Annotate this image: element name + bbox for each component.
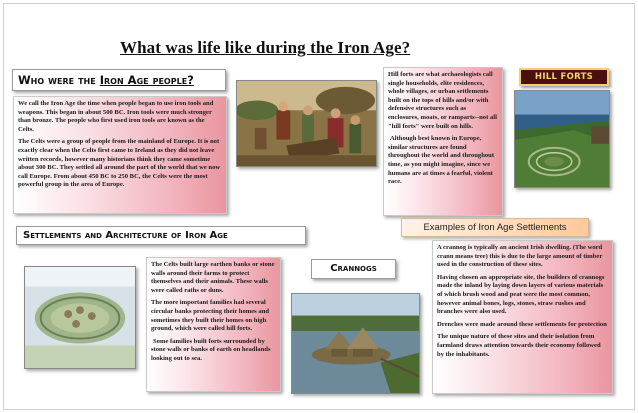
settlements-paragraph-1: The Celts built large earthen banks or stone walls around their farms to protect themselves and their animals. These walls were called raths or duns. bbox=[151, 261, 275, 294]
who-text-box bbox=[13, 96, 227, 214]
settlements-header: Settlements and Architecture of Iron Age bbox=[16, 226, 306, 245]
crannogs-paragraph-1: A crannog is typically an ancient Irish dwelling. (The word crann means tree) this is due to the large amount of timber used in the construction of these sites. bbox=[437, 244, 603, 269]
hillforts-paragraph-2: Although best known in Europe, similar structures are found throughout the world and throughout time, as you might imagine, since we humans are at times a fearful, violent race. bbox=[388, 135, 495, 186]
crannogs-paragraph-2: Having chosen an appropriate site, the builders of crannogs made the inland by laying down layers of various materials of which brush wood and peat were the most common, however animal bones, logs, stones, straw rushes and branches were also used. bbox=[437, 273, 605, 316]
page-title: What was life like during the Iron Age? bbox=[120, 38, 411, 57]
crannog-illustration bbox=[292, 294, 419, 393]
who-paragraph-2: The Celts were a group of people from the mainland of Europe. It is not exactly clear when the Celts first came to Ireland as they did not leave written records, however many historians think they came sometime about 300 BC. They settled all around the part of the world that we now call Europe. From about 450 BC to 250 BC, the Celts were the most powerful group in the area of Europe. bbox=[18, 138, 221, 189]
examples-label: Examples of Iron Age Settlements bbox=[401, 218, 589, 237]
who-header-underlined: Iron Age people? bbox=[99, 73, 194, 87]
settlements-paragraph-3: Some families built forts surrounded by stone walls or banks of earth on headlands looking out to sea. bbox=[151, 337, 271, 362]
celts-village-illustration bbox=[237, 81, 376, 166]
crannogs-paragraph-3: Drenches were made around these settlements for protection bbox=[437, 320, 607, 328]
crannogs-paragraph-4: The unique nature of these sites and their isolation from farmland draws attention towards their economy followed by the inhabitants. bbox=[437, 333, 601, 358]
settlements-text-box bbox=[146, 257, 281, 392]
celts-village-photo bbox=[236, 80, 377, 167]
hillfort-photo bbox=[514, 90, 610, 188]
hillfort-aerial-illustration bbox=[515, 91, 609, 187]
crannogs-text-box bbox=[432, 240, 613, 394]
crannogs-header: Crannogs bbox=[311, 259, 396, 279]
hillforts-label: HILL FORTS bbox=[519, 68, 609, 86]
settlement-aerial-illustration bbox=[25, 267, 135, 368]
hillforts-paragraph-1: Hill forts are what archaeologists call single households, elite residences, whole villages, or urban settlements built on the tops of hills and/or with defensive structures such as enclosures, moats, or ramparts--not all "hill forts" were built on hills. bbox=[388, 71, 497, 130]
who-paragraph-1: We call the Iron Age the time when people began to use iron tools and weapons. This began in about 500 BC. Iron tools were much stronger than bronze. The people who first used iron tools are known as the Celts. bbox=[18, 100, 214, 133]
hillforts-text-box bbox=[383, 67, 503, 216]
settlements-paragraph-2: The more important families had several circular banks protecting their homes and sometimes they built their homes on high ground, which were called hill forts. bbox=[151, 299, 270, 333]
who-header-prefix: Who were the bbox=[18, 73, 100, 87]
crannog-photo bbox=[291, 293, 420, 394]
who-header bbox=[12, 69, 226, 91]
settlement-aerial-photo bbox=[24, 266, 136, 369]
